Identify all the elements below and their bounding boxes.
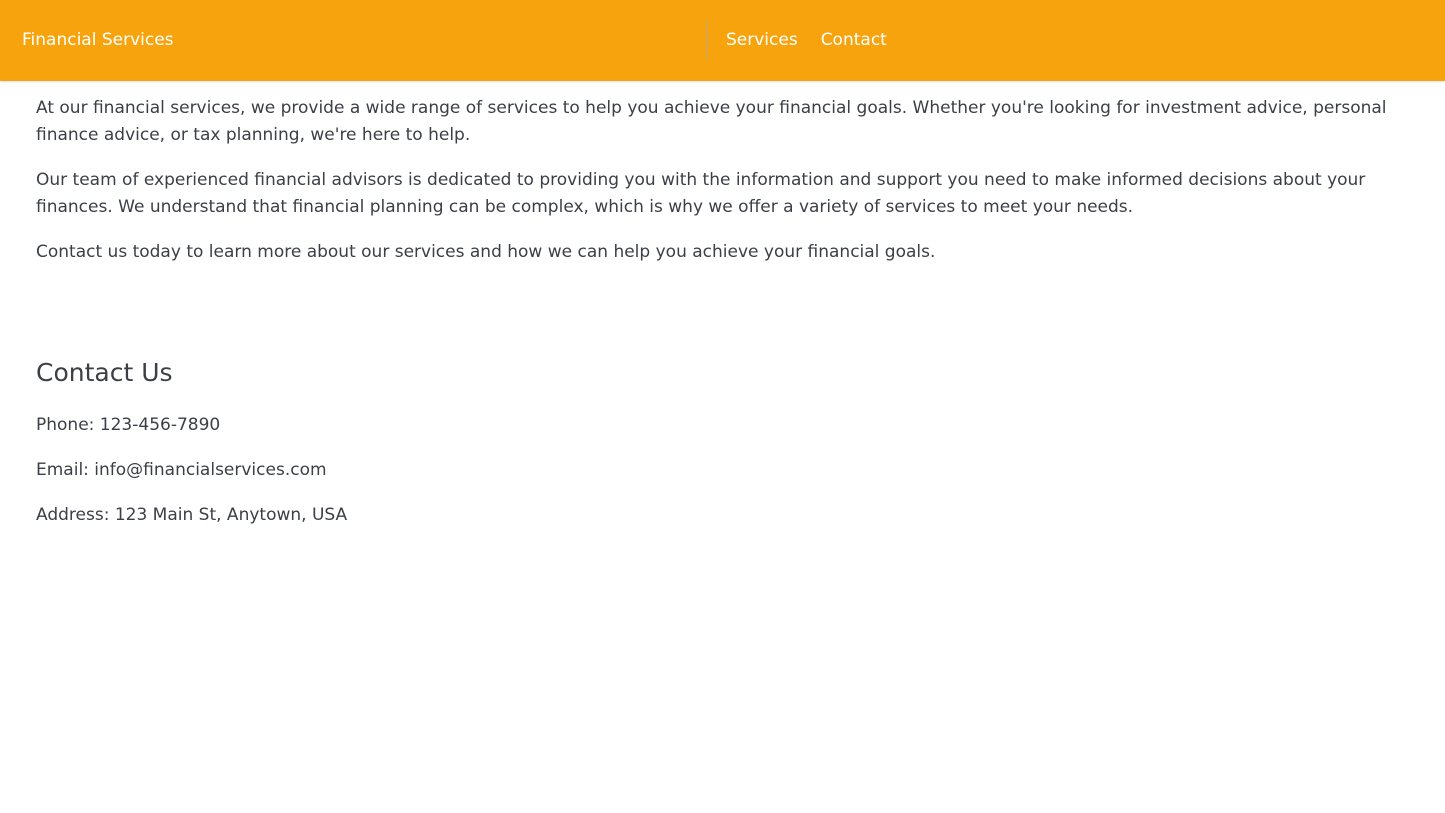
contact-phone: Phone: 123-456-7890 <box>36 415 221 435</box>
header-divider <box>707 21 708 59</box>
main-nav <box>726 29 887 51</box>
site-header <box>0 0 1445 81</box>
intro-paragraph-1: At our financial services, we provide a wide range of services to help you achieve your financial goals. Whether you're looking for investment advice, personal finance advice, or tax planning, we're here to help. <box>36 98 1387 145</box>
intro-paragraph-3: Contact us today to learn more about our services and how we can help you achieve your financial goals. <box>36 242 936 262</box>
contact-title: Contact Us <box>36 358 173 387</box>
nav-services-link[interactable]: Services <box>726 30 798 50</box>
intro-paragraph-2: Our team of experienced financial advisors is dedicated to providing you with the information and support you need to make informed decisions about your finances. We understand that financial planning can be complex, which is why we offer a variety of services to meet your needs. <box>36 170 1366 217</box>
contact-address: Address: 123 Main St, Anytown, USA <box>36 505 348 525</box>
nav-contact-link[interactable]: Contact <box>820 30 887 50</box>
contact-email: Email: info@financialservices.com <box>36 460 327 480</box>
intro-section <box>36 95 1411 284</box>
contact-section <box>36 356 1411 525</box>
brand-link[interactable]: Financial Services <box>22 30 174 50</box>
